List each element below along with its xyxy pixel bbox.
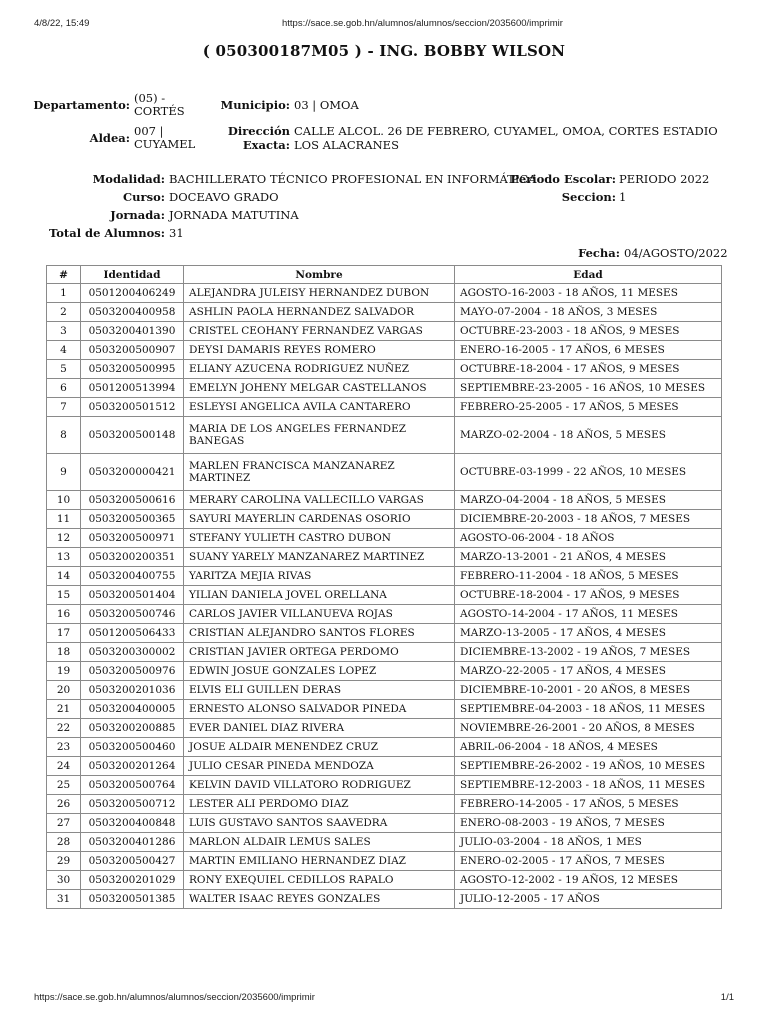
cell-number: 13 [47,548,81,567]
direccion-label: Dirección [227,124,290,138]
cell-identidad: 0501200513994 [81,379,184,398]
cell-nombre: ERNESTO ALONSO SALVADOR PINEDA [184,700,455,719]
cell-identidad: 0503200201029 [81,871,184,890]
cell-edad: AGOSTO-12-2002 - 19 AÑOS, 12 MESES [455,871,722,890]
cell-edad: SEPTIEMBRE-12-2003 - 18 AÑOS, 11 MESES [455,776,722,795]
cell-number: 23 [47,738,81,757]
municipio-label: Municipio: [220,98,290,112]
cell-nombre: CARLOS JAVIER VILLANUEVA ROJAS [184,605,455,624]
cell-edad: ENERO-02-2005 - 17 AÑOS, 7 MESES [455,852,722,871]
table-row [47,852,722,871]
curso-label: Curso: [123,190,165,204]
table-row [47,795,722,814]
cell-number: 25 [47,776,81,795]
cell-nombre: MARLON ALDAIR LEMUS SALES [184,833,455,852]
table-row [47,417,722,454]
cell-nombre: ASHLIN PAOLA HERNANDEZ SALVADOR [184,303,455,322]
cell-identidad: 0503200500365 [81,510,184,529]
cell-number: 15 [47,586,81,605]
cell-number: 29 [47,852,81,871]
cell-edad: FEBRERO-14-2005 - 17 AÑOS, 5 MESES [455,795,722,814]
cell-identidad: 0503200500427 [81,852,184,871]
cell-nombre: ELIANY AZUCENA RODRIGUEZ NUÑEZ [184,360,455,379]
cell-edad: AGOSTO-06-2004 - 18 AÑOS [455,529,722,548]
cell-identidad: 0503200501404 [81,586,184,605]
cell-nombre: ALEJANDRA JULEISY HERNANDEZ DUBON [184,284,455,303]
cell-identidad: 0503200201264 [81,757,184,776]
cell-nombre: SUANY YARELY MANZANAREZ MARTINEZ [184,548,455,567]
table-row [47,379,722,398]
page-title: ( 050300187M05 ) - ING. BOBBY WILSON [202,42,566,60]
municipio-value: 03 | OMOA [294,98,359,112]
cell-identidad: 0503200401390 [81,322,184,341]
table-row [47,719,722,738]
cell-nombre: KELVIN DAVID VILLATORO RODRIGUEZ [184,776,455,795]
cell-edad: MARZO-22-2005 - 17 AÑOS, 4 MESES [455,662,722,681]
cell-edad: FEBRERO-25-2005 - 17 AÑOS, 5 MESES [455,398,722,417]
table-row [47,662,722,681]
table-row [47,510,722,529]
cell-nombre: CRISTIAN ALEJANDRO SANTOS FLORES [184,624,455,643]
cell-nombre: YILIAN DANIELA JOVEL ORELLANA [184,586,455,605]
cell-identidad: 0503200200351 [81,548,184,567]
cell-identidad: 0503200401286 [81,833,184,852]
departamento-label: Departamento: [33,98,130,112]
cell-identidad: 0503200501512 [81,398,184,417]
seccion-label: Seccion: [561,190,616,204]
cell-identidad: 0503200500976 [81,662,184,681]
periodo-value: PERIODO 2022 [619,172,710,186]
cell-edad: DICIEMBRE-10-2001 - 20 AÑOS, 8 MESES [455,681,722,700]
aldea-label: Aldea: [89,131,130,145]
cell-nombre: MARLEN FRANCISCA MANZANAREZ MARTINEZ [184,454,455,491]
table-row [47,341,722,360]
cell-nombre: EMELYN JOHENY MELGAR CASTELLANOS [184,379,455,398]
cell-edad: MARZO-13-2005 - 17 AÑOS, 4 MESES [455,624,722,643]
print-datetime: 4/8/22, 15:49 [34,18,90,29]
cell-edad: OCTUBRE-23-2003 - 18 AÑOS, 9 MESES [455,322,722,341]
cell-nombre: YARITZA MEJIA RIVAS [184,567,455,586]
table-row [47,548,722,567]
cell-nombre: LUIS GUSTAVO SANTOS SAAVEDRA [184,814,455,833]
cell-edad: OCTUBRE-03-1999 - 22 AÑOS, 10 MESES [455,454,722,491]
jornada-value: JORNADA MATUTINA [169,208,299,222]
cell-identidad: 0503200500616 [81,491,184,510]
table-row [47,454,722,491]
cell-number: 4 [47,341,81,360]
table-row [47,700,722,719]
cell-nombre: CRISTIAN JAVIER ORTEGA PERDOMO [184,643,455,662]
cell-nombre: STEFANY YULIETH CASTRO DUBON [184,529,455,548]
cell-nombre: EDWIN JOSUE GONZALES LOPEZ [184,662,455,681]
cell-nombre: MARTIN EMILIANO HERNANDEZ DIAZ [184,852,455,871]
cell-identidad: 0503200500746 [81,605,184,624]
table-row [47,643,722,662]
exacta-value: LOS ALACRANES [294,138,399,152]
cell-number: 18 [47,643,81,662]
cell-edad: OCTUBRE-18-2004 - 17 AÑOS, 9 MESES [455,360,722,379]
cell-edad: ABRIL-06-2004 - 18 AÑOS, 4 MESES [455,738,722,757]
cell-number: 21 [47,700,81,719]
header-identidad: Identidad [81,266,184,284]
cell-number: 14 [47,567,81,586]
cell-identidad: 0503200400755 [81,567,184,586]
table-row [47,833,722,852]
cell-identidad: 0503200501385 [81,890,184,909]
cell-identidad: 0503200400005 [81,700,184,719]
cell-number: 10 [47,491,81,510]
table-row [47,738,722,757]
cell-number: 6 [47,379,81,398]
cell-edad: SEPTIEMBRE-04-2003 - 18 AÑOS, 11 MESES [455,700,722,719]
table-row [47,776,722,795]
cell-number: 17 [47,624,81,643]
footer-url: https://sace.se.gob.hn/alumnos/alumnos/seccion/2035600/imprimir [34,992,315,1003]
total-alumnos-label: Total de Alumnos: [49,226,165,240]
seccion-value: 1 [619,190,627,204]
table-row [47,303,722,322]
modalidad-value: BACHILLERATO TÉCNICO PROFESIONAL EN INFORMÁTICA [169,172,537,186]
cell-edad: MARZO-04-2004 - 18 AÑOS, 5 MESES [455,491,722,510]
cell-number: 22 [47,719,81,738]
table-row [47,586,722,605]
cell-number: 19 [47,662,81,681]
cell-nombre: JOSUE ALDAIR MENENDEZ CRUZ [184,738,455,757]
cell-edad: AGOSTO-16-2003 - 18 AÑOS, 11 MESES [455,284,722,303]
departamento-value-1: (05) - [134,91,166,105]
cell-number: 5 [47,360,81,379]
cell-nombre: ELVIS ELI GUILLEN DERAS [184,681,455,700]
aldea-value-1: 007 | [134,124,164,138]
departamento-value-2: CORTÉS [134,104,185,118]
print-url: https://sace.se.gob.hn/alumnos/alumnos/seccion/2035600/imprimir [282,18,563,29]
cell-nombre: RONY EXEQUIEL CEDILLOS RAPALO [184,871,455,890]
header-nombre: Nombre [184,266,455,284]
cell-edad: AGOSTO-14-2004 - 17 AÑOS, 11 MESES [455,605,722,624]
table-row [47,360,722,379]
cell-edad: ENERO-16-2005 - 17 AÑOS, 6 MESES [455,341,722,360]
cell-edad: JULIO-12-2005 - 17 AÑOS [455,890,722,909]
cell-number: 7 [47,398,81,417]
cell-nombre: DEYSI DAMARIS REYES ROMERO [184,341,455,360]
info-block [0,0,768,260]
cell-number: 16 [47,605,81,624]
cell-number: 28 [47,833,81,852]
cell-identidad: 0503200400848 [81,814,184,833]
cell-nombre: MERARY CAROLINA VALLECILLO VARGAS [184,491,455,510]
print-footer [0,992,768,1006]
modalidad-label: Modalidad: [92,172,165,186]
fecha-label: Fecha: [578,246,620,260]
cell-nombre: WALTER ISAAC REYES GONZALES [184,890,455,909]
cell-identidad: 0501200506433 [81,624,184,643]
cell-identidad: 0503200500971 [81,529,184,548]
table-row [47,398,722,417]
cell-number: 8 [47,417,81,454]
cell-number: 9 [47,454,81,491]
table-row [47,322,722,341]
table-row [47,529,722,548]
cell-nombre: CRISTEL CEOHANY FERNANDEZ VARGAS [184,322,455,341]
cell-edad: ENERO-08-2003 - 19 AÑOS, 7 MESES [455,814,722,833]
header-edad: Edad [455,266,722,284]
cell-number: 2 [47,303,81,322]
exacta-label: Exacta: [242,138,290,152]
table-row [47,284,722,303]
aldea-value-2: CUYAMEL [134,137,196,151]
cell-identidad: 0503200000421 [81,454,184,491]
cell-nombre: MARIA DE LOS ANGELES FERNANDEZ BANEGAS [184,417,455,454]
cell-identidad: 0503200500460 [81,738,184,757]
cell-number: 30 [47,871,81,890]
total-alumnos-value: 31 [169,226,184,240]
cell-identidad: 0503200201036 [81,681,184,700]
cell-edad: SEPTIEMBRE-23-2005 - 16 AÑOS, 10 MESES [455,379,722,398]
fecha-value: 04/AGOSTO/2022 [624,246,728,260]
cell-identidad: 0503200500907 [81,341,184,360]
header-number: # [47,266,81,284]
table-row [47,605,722,624]
table-row [47,681,722,700]
cell-edad: MAYO-07-2004 - 18 AÑOS, 3 MESES [455,303,722,322]
cell-nombre: ESLEYSI ANGELICA AVILA CANTARERO [184,398,455,417]
cell-edad: MARZO-13-2001 - 21 AÑOS, 4 MESES [455,548,722,567]
cell-edad: FEBRERO-11-2004 - 18 AÑOS, 5 MESES [455,567,722,586]
cell-edad: SEPTIEMBRE-26-2002 - 19 AÑOS, 10 MESES [455,757,722,776]
students-table [46,265,722,909]
table-row [47,757,722,776]
cell-identidad: 0503200500995 [81,360,184,379]
cell-number: 31 [47,890,81,909]
cell-edad: DICIEMBRE-13-2002 - 19 AÑOS, 7 MESES [455,643,722,662]
table-row [47,491,722,510]
periodo-label: Periodo Escolar: [510,172,616,186]
cell-number: 1 [47,284,81,303]
cell-number: 24 [47,757,81,776]
cell-edad: DICIEMBRE-20-2003 - 18 AÑOS, 7 MESES [455,510,722,529]
cell-number: 11 [47,510,81,529]
cell-nombre: EVER DANIEL DIAZ RIVERA [184,719,455,738]
table-body [47,284,722,909]
cell-edad: OCTUBRE-18-2004 - 17 AÑOS, 9 MESES [455,586,722,605]
table-row [47,567,722,586]
cell-nombre: LESTER ALI PERDOMO DIAZ [184,795,455,814]
jornada-label: Jornada: [110,208,165,222]
curso-value: DOCEAVO GRADO [169,190,279,204]
page-number: 1/1 [720,992,734,1003]
cell-identidad: 0503200500712 [81,795,184,814]
cell-identidad: 0503200400958 [81,303,184,322]
table-row [47,871,722,890]
cell-number: 12 [47,529,81,548]
cell-identidad: 0503200500148 [81,417,184,454]
cell-identidad: 0503200500764 [81,776,184,795]
cell-identidad: 0501200406249 [81,284,184,303]
cell-nombre: JULIO CESAR PINEDA MENDOZA [184,757,455,776]
cell-edad: JULIO-03-2004 - 18 AÑOS, 1 MES [455,833,722,852]
cell-identidad: 0503200200885 [81,719,184,738]
cell-nombre: SAYURI MAYERLIN CARDENAS OSORIO [184,510,455,529]
cell-identidad: 0503200300002 [81,643,184,662]
table-row [47,624,722,643]
direccion-value: CALLE ALCOL. 26 DE FEBRERO, CUYAMEL, OMOA, CORTES ESTADIO [294,124,718,138]
table-header-row [47,266,722,284]
cell-edad: MARZO-02-2004 - 18 AÑOS, 5 MESES [455,417,722,454]
cell-number: 3 [47,322,81,341]
table-row [47,890,722,909]
cell-number: 27 [47,814,81,833]
table-row [47,814,722,833]
cell-number: 20 [47,681,81,700]
cell-edad: NOVIEMBRE-26-2001 - 20 AÑOS, 8 MESES [455,719,722,738]
cell-number: 26 [47,795,81,814]
